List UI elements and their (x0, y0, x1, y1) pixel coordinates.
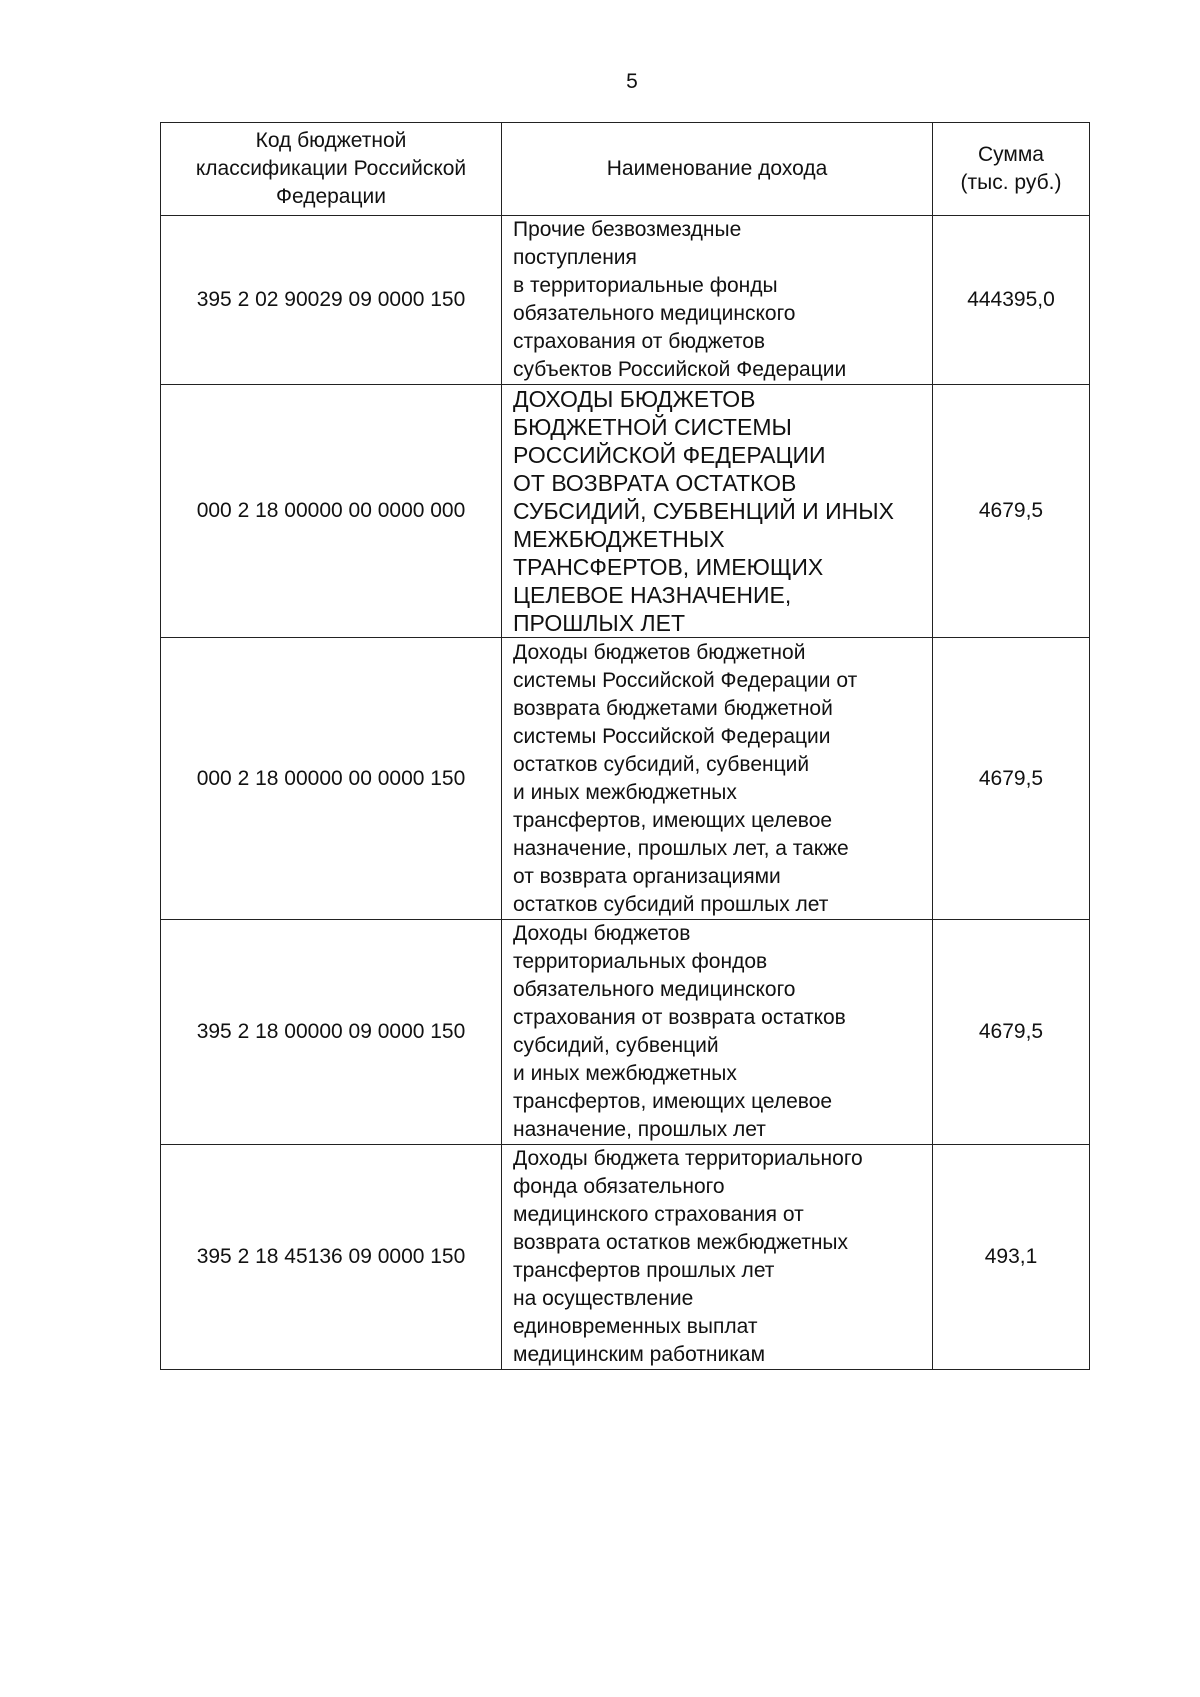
income-table (160, 122, 1090, 1370)
header-name: Наименование дохода (502, 123, 933, 216)
table-row (161, 216, 1090, 385)
cell-name: Доходы бюджета территориального фонда обязательного медицинского страхования от возврата остатков межбюджетных трансфертов прошлых лет на осуществление единовременных выплат медицинским работникам (502, 1145, 933, 1370)
cell-name: Прочие безвозмездные поступления в территориальные фонды обязательного медицинского страхования от бюджетов субъектов Российской Федерации (502, 216, 933, 385)
cell-sum: 4679,5 (933, 920, 1090, 1145)
table-header-row (161, 123, 1090, 216)
cell-code: 395 2 18 00000 09 0000 150 (161, 920, 502, 1145)
cell-name: Доходы бюджетов бюджетной системы Российской Федерации от возврата бюджетами бюджетной системы Российской Федерации остатков субсидий, субвенций и иных межбюджетных трансфертов, имеющих целевое назначение, прошлых лет, а также от возврата организациями остатков субсидий прошлых лет (502, 638, 933, 920)
table-row (161, 1145, 1090, 1370)
cell-sum: 493,1 (933, 1145, 1090, 1370)
cell-sum: 444395,0 (933, 216, 1090, 385)
cell-code: 000 2 18 00000 00 0000 150 (161, 638, 502, 920)
cell-code: 395 2 02 90029 09 0000 150 (161, 216, 502, 385)
cell-sum: 4679,5 (933, 638, 1090, 920)
cell-code: 000 2 18 00000 00 0000 000 (161, 385, 502, 638)
table-row (161, 385, 1090, 638)
cell-sum: 4679,5 (933, 385, 1090, 638)
cell-code: 395 2 18 45136 09 0000 150 (161, 1145, 502, 1370)
header-code: Код бюджетной классификации Российской Федерации (161, 123, 502, 216)
table-row (161, 920, 1090, 1145)
cell-name: Доходы бюджетов территориальных фондов обязательного медицинского страхования от возврата остатков субсидий, субвенций и иных межбюджетных трансфертов, имеющих целевое назначение, прошлых лет (502, 920, 933, 1145)
cell-name: ДОХОДЫ БЮДЖЕТОВ БЮДЖЕТНОЙ СИСТЕМЫ РОССИЙСКОЙ ФЕДЕРАЦИИ ОТ ВОЗВРАТА ОСТАТКОВ СУБСИДИЙ, СУБВЕНЦИЙ И ИНЫХ МЕЖБЮДЖЕТНЫХ ТРАНСФЕРТОВ, ИМЕЮЩИХ ЦЕЛЕВОЕ НАЗНАЧЕНИЕ, ПРОШЛЫХ ЛЕТ (502, 385, 933, 638)
table-row (161, 638, 1090, 920)
page-number: 5 (626, 70, 638, 93)
header-sum: Сумма (тыс. руб.) (933, 123, 1090, 216)
